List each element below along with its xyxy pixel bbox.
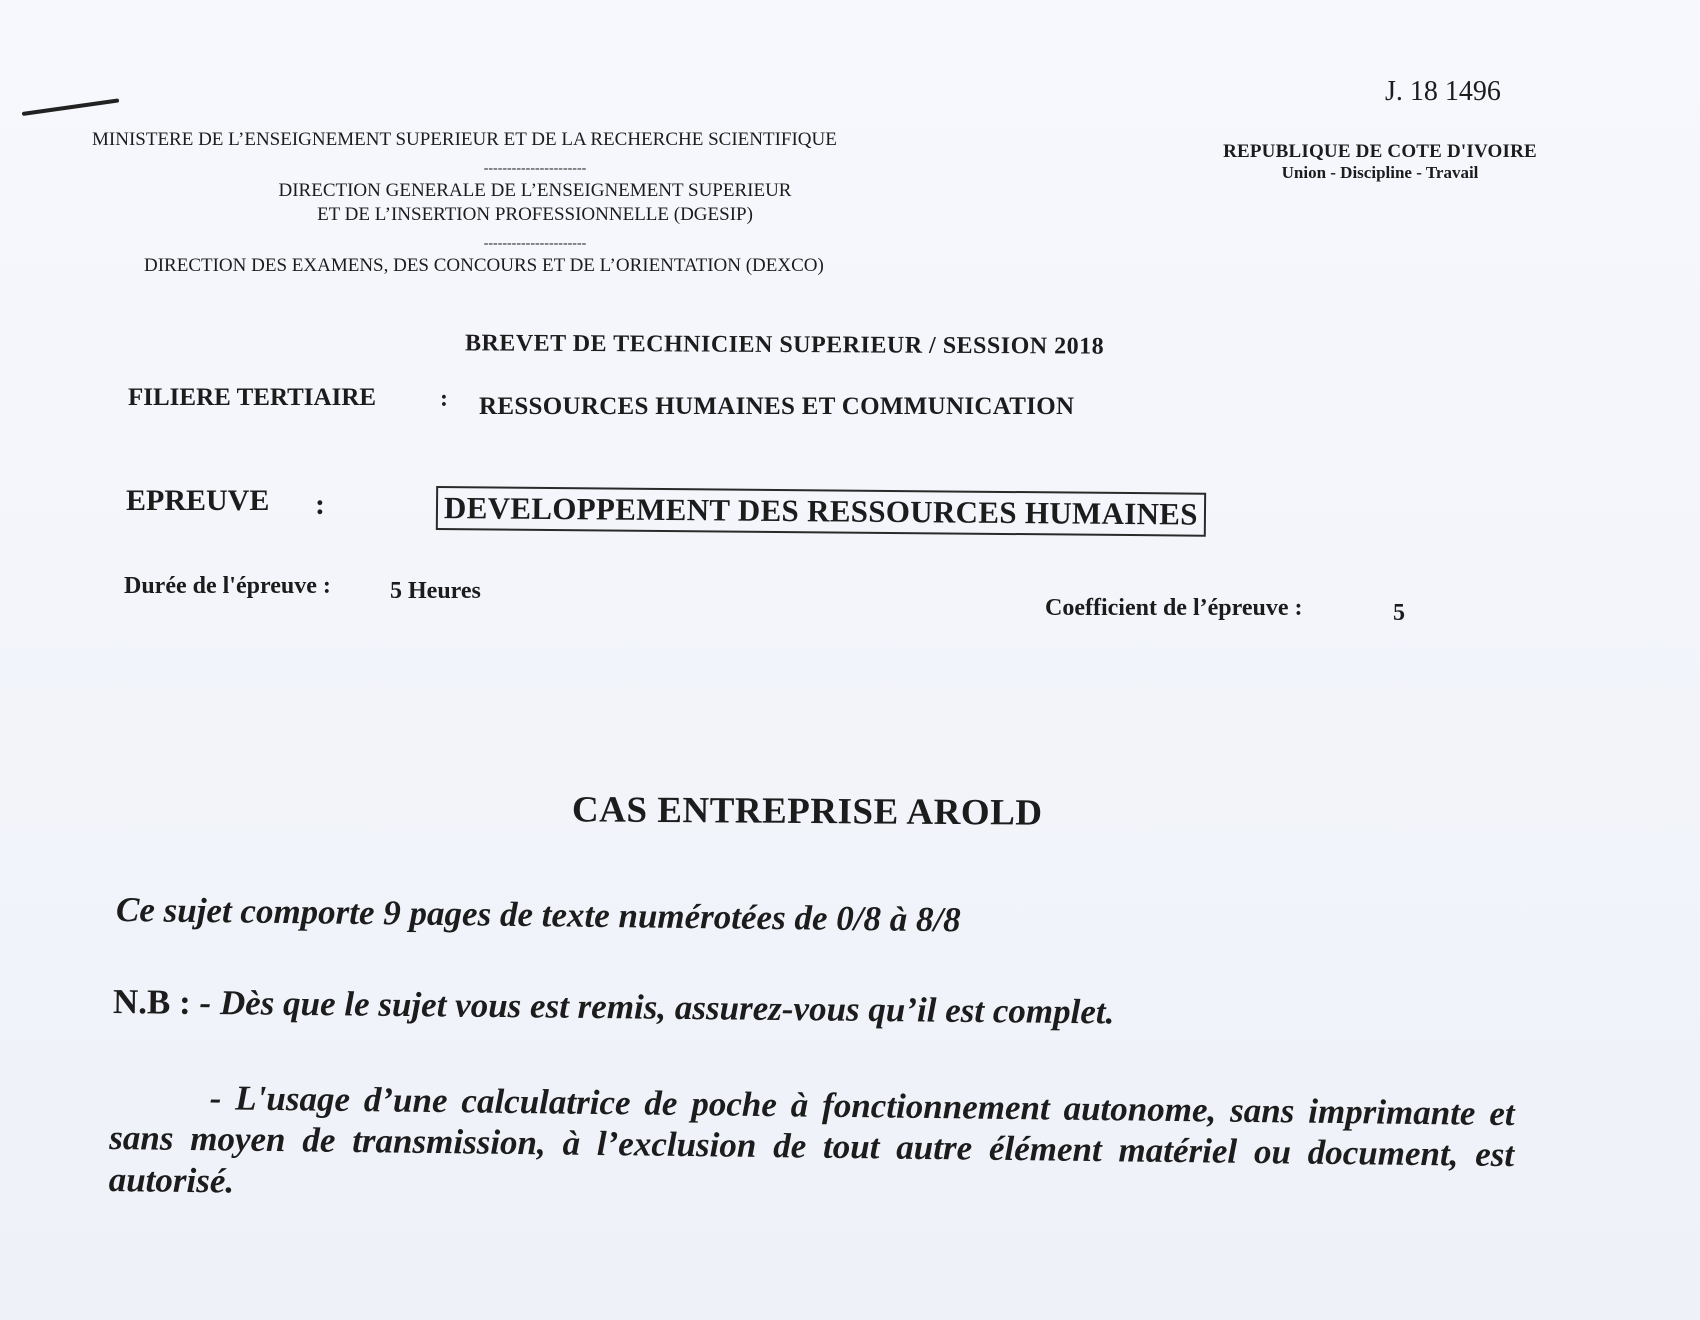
exam-title: BREVET DE TECHNICIEN SUPERIEUR / SESSION 2018: [464, 330, 1105, 360]
republic-block: [1190, 140, 1570, 184]
epreuve-colon: :: [315, 488, 325, 521]
paragraph-indent: [110, 1108, 210, 1109]
duration-label: Durée de l'épreuve :: [124, 573, 331, 599]
separator-line: ----------------------: [483, 160, 587, 176]
epreuve-title-box: DEVELOPPEMENT DES RESSOURCES HUMAINES: [436, 486, 1206, 536]
nb-note: [113, 982, 1115, 1032]
separator-line: ----------------------: [483, 235, 587, 251]
filiere-label: FILIERE TERTIAIRE: [128, 384, 377, 411]
case-title: CAS ENTREPRISE AROLD: [571, 789, 1043, 834]
nb-point-1: - Dès que le sujet vous est remis, assurez-vous qu’il est complet.: [199, 982, 1115, 1032]
nb-point-2: - L'usage d’une calculatrice de poche à fonctionnement autonome, sans imprimante et sans moyen de transmission, à l’exclusion de tout autre élément matériel ou document, est autorisé.: [108, 1078, 1515, 1201]
ministry-name: MINISTERE DE L’ENSEIGNEMENT SUPERIEUR ET DE LA RECHERCHE SCIENTIFIQUE: [92, 129, 837, 150]
epreuve-label: EPREUVE: [126, 484, 270, 517]
nb-label: N.B :: [112, 982, 191, 1022]
republic-motto: Union - Discipline - Travail: [1281, 163, 1479, 183]
exam-reference-number: J. 18 1496: [1385, 76, 1501, 107]
administration-block: [92, 128, 950, 278]
duration-value: 5 Heures: [390, 578, 481, 604]
dgesip-line-1: DIRECTION GENERALE DE L’ENSEIGNEMENT SUPERIEUR: [278, 180, 792, 202]
coefficient-label: Coefficient de l’épreuve :: [1045, 595, 1303, 621]
dexco-name: DIRECTION DES EXAMENS, DES CONCOURS ET DE L’ORIENTATION (DEXCO): [144, 255, 824, 277]
filiere-colon: :: [440, 386, 448, 412]
nb-point-2-paragraph: [108, 1076, 1514, 1217]
page-count-note: Ce sujet comporte 9 pages de texte numérotées de 0/8 à 8/8: [115, 890, 961, 940]
scan-pen-mark: [22, 98, 120, 116]
filiere-value: RESSOURCES HUMAINES ET COMMUNICATION: [479, 393, 1075, 420]
coefficient-value: 5: [1393, 600, 1405, 626]
republic-name: REPUBLIQUE DE COTE D'IVOIRE: [1223, 141, 1537, 162]
dgesip-line-2: ET DE L’INSERTION PROFESSIONNELLE (DGESIP): [317, 204, 753, 225]
